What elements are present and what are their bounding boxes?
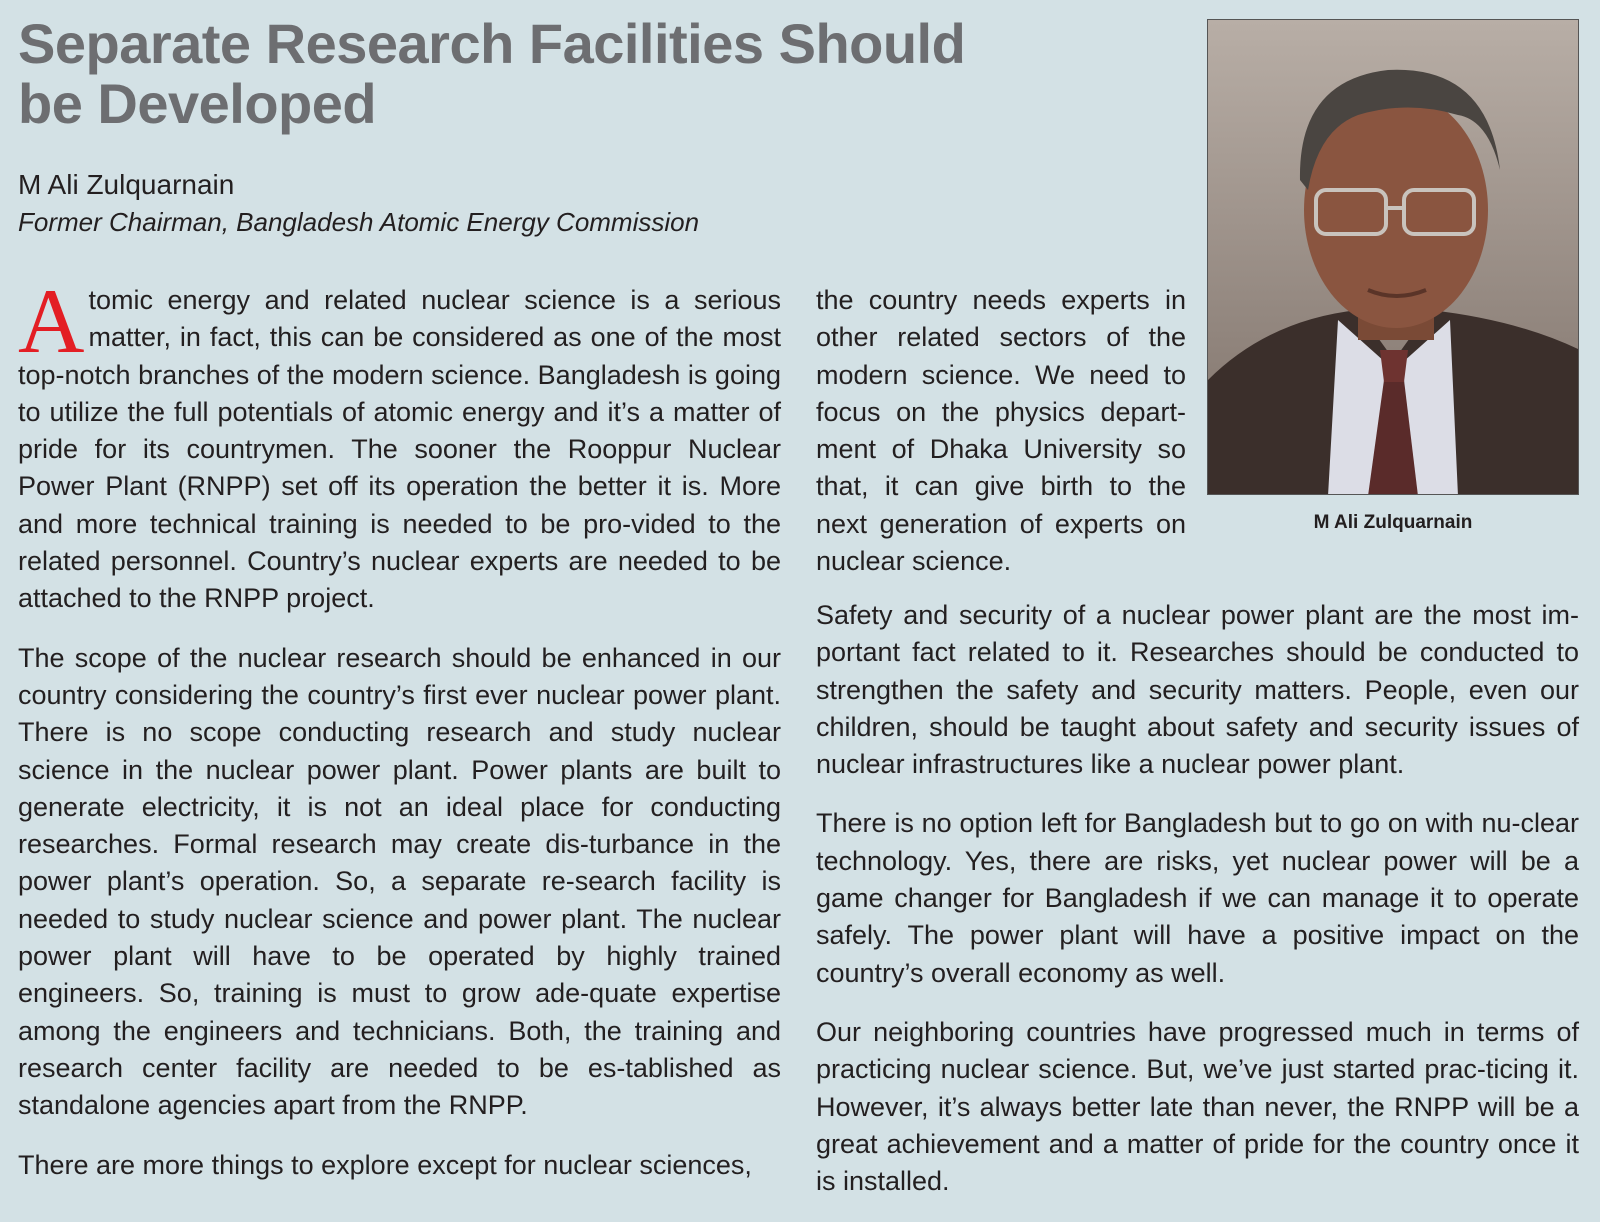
paragraph-2: The scope of the nuclear research should be enhanced in our country considering the country’s first ever nuclear power plant. There is no scope conducting research and study nuclear science in the nuclear power plant. Power plants are built to generate electricity, it is not an ideal place for conducting researches. Formal research may create dis-turbance in the power plant’s operation. So, a separate re-search facility is needed to study nuclear science and power plant. The nuclear power plant will have to be operated by highly trained engineers. So, training is must to grow ade-quate expertise among the engineers and technicians. Both, the training and research center facility are needed to be es-tablished as standalone agencies apart from the RNPP. <box>18 642 781 1121</box>
right-column-bottom <box>816 597 1579 1222</box>
portrait-illustration <box>1208 20 1579 495</box>
paragraph-1 <box>18 270 781 618</box>
paragraph-6: Our neighboring countries have progressed much in terms of practicing nuclear science. But, we’ve just started prac-ticing it. However, it’s always better late than never, the RNPP will be a great achievement and a matter of pride for the country once it is installed. <box>816 1016 1579 1197</box>
photo-caption: M Ali Zulquarnain <box>1313 512 1473 533</box>
paragraph-3-start: There are more things to explore except for nuclear sciences, <box>18 1149 752 1180</box>
author-name: M Ali Zulquarnain <box>18 169 235 200</box>
right-column-top <box>816 282 1186 602</box>
paragraph-5: There is no option left for Bangladesh but to go on with nu-clear technology. Yes, there are risks, yet nuclear power will be a game changer for Bangladesh if we can manage it to operate safely. The power plant will have a positive impact on the country’s overall economy as well. <box>816 808 1579 988</box>
author-photo <box>1207 19 1579 495</box>
paragraph-1-text: tomic energy and related nuclear science is a serious matter, in fact, this can be considered as one of the most top-notch branches of the modern science. Bangladesh is going to utilize the full potentials of atomic energy and it’s a matter of pride for its countrymen. The sooner the Rooppur Nuclear Power Plant (RNPP) set off its operation the better it is. More and more technical training is needed to be pro-vided to the related personnel. Country’s nuclear experts are needed to be attached to the RNPP project. <box>18 285 781 614</box>
paragraph-4: Safety and security of a nuclear power plant are the most im-portant fact related to it. Researches should be conducted to strengthen the safety and security matters. People, even our children, should be taught about safety and security issues of nuclear infrastructures like a nuclear power plant. <box>816 600 1579 780</box>
article-title: Separate Research Facilities Should be Developed <box>18 12 966 135</box>
paragraph-3-continued: the country needs experts in other related sectors of the modern science. We need to focus on the physics depart-ment of Dhaka University so that, it can give birth to the next generation of experts on nuclear science. <box>816 285 1186 577</box>
left-column <box>18 270 781 1206</box>
drop-cap: A <box>18 270 85 372</box>
author-role: Former Chairman, Bangladesh Atomic Energy Commission <box>18 207 700 237</box>
